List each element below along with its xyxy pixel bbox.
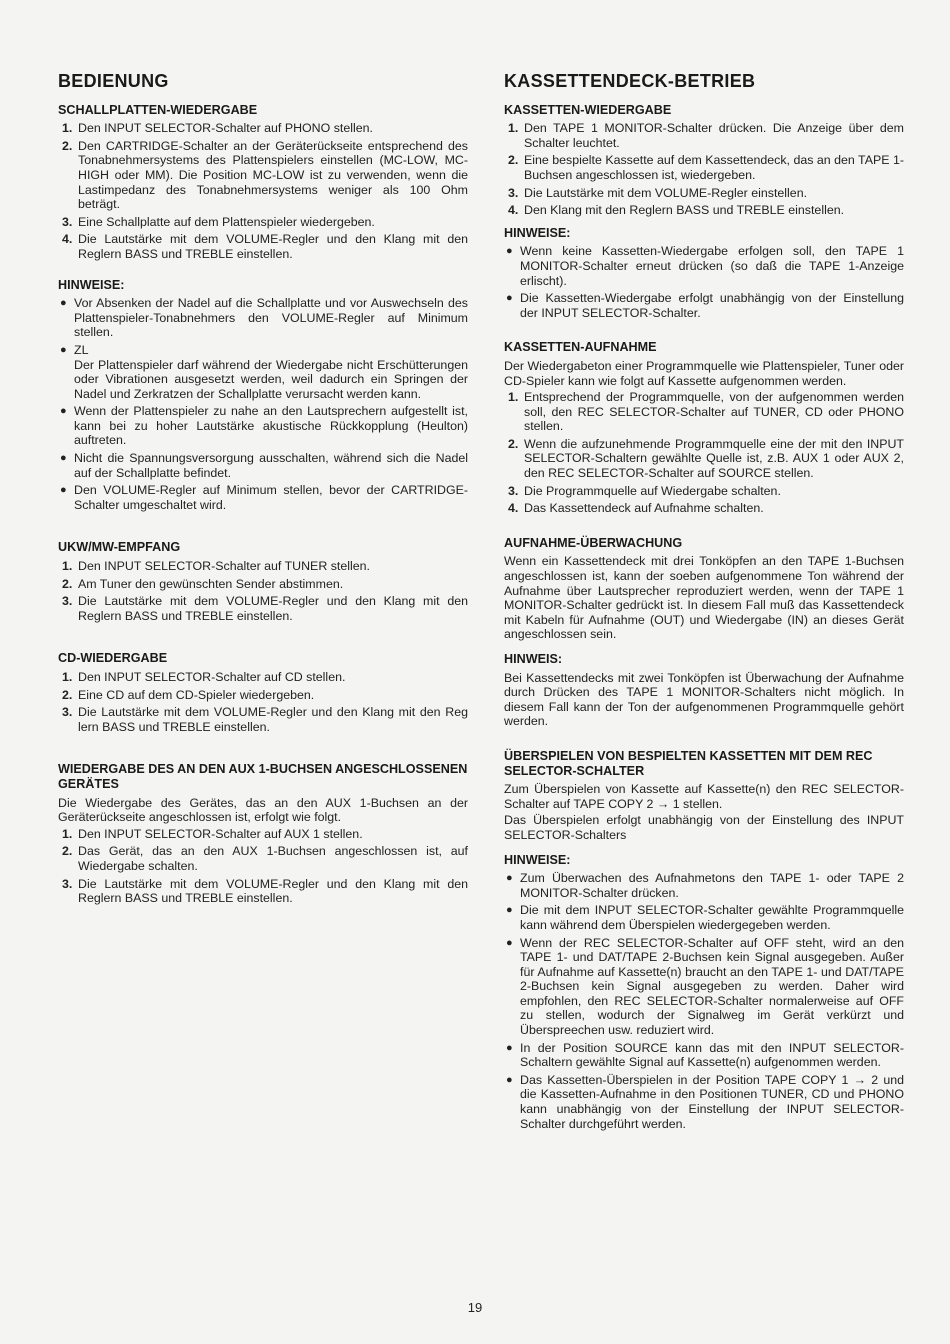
bullet-icon: ●	[506, 1041, 513, 1054]
ueberwachung-text: Wenn ein Kassettendeck mit drei Tonköpfen an den TAPE 1-Buchsen angeschlossen ist, kann der soeben aufgenommene Ton während der Aufnahme über Lautsprecher reproduziert werden, wenn der TAPE 1 MONITOR-Schalter gedrückt ist. In diesem Fall muß das Kassettendeck mit Kabeln für Aufnahme (OUT) und Wiedergabe (IN) an dieses Gerät angeschlossen sein.	[504, 554, 904, 642]
ueberspielen-text2: Das Überspielen erfolgt unabhängig von der Einstellung des INPUT SELECTOR-Schalters	[504, 813, 904, 842]
step-item: 3. Die Programmquelle auf Wiedergabe schalten.	[508, 483, 781, 498]
note-item: ● Wenn der REC SELECTOR-Schalter auf OFF steht, wird an den TAPE 1- und DAT/TAPE 2-Buchsen kein Signal ausgegeben. Außer für Aufnahme auf Kassette(n) braucht an den TAPE 1- und DAT/TAPE 2-Buchsen kein Signal ausgegeben zu werden. Daher wird empfohlen, den REC SELECTOR-Schalter normalerweise auf OFF zu stellen, wodurch der Signalweg im Gerät verkürzt und Überspreechen usw. reduziert wird.	[506, 935, 904, 1038]
hinweise-heading: HINWEISE:	[504, 225, 571, 240]
section-cd	[58, 651, 468, 734]
step-item: 3. Die Lautstärke mit dem VOLUME-Regler und den Klang mit den Reglern BASS und TREBLE einstellen.	[62, 876, 468, 906]
note-item: ● Den VOLUME-Regler auf Minimum stellen, bevor der CARTRIDGE-Schalter umgeschaltet wird.	[60, 483, 468, 512]
bullet-icon: ●	[506, 872, 513, 885]
aufnahme-intro: Der Wiedergabeton einer Programmquelle wie Plattenspieler, Tuner oder CD-Spieler kann wie folgt auf Kassette aufgenommen werden.	[504, 358, 904, 388]
step-item: 3. Eine Schallplatte auf dem Plattenspieler wiedergeben.	[62, 214, 375, 229]
steps-list	[504, 121, 904, 218]
section-kassetten-wiedergabe	[504, 103, 904, 321]
step-item: 1. Den INPUT SELECTOR-Schalter auf PHONO stellen.	[62, 121, 373, 136]
heading-ueberspielen: ÜBERSPIELEN VON BESPIELTEN KASSETTEN MIT DEM REC SELECTOR-SCHALTER	[504, 748, 873, 778]
step-item: 1. Entsprechend der Programmquelle, von der aufgenommen werden soll, den REC SELECTOR-Schalter auf TUNER, CD oder PHONO stellen.	[508, 390, 904, 434]
bullet-icon: ●	[60, 484, 67, 497]
section-ukw	[58, 540, 468, 623]
section-aux	[58, 762, 468, 905]
note-item: ● Zum Überwachen des Aufnahmetons den TAPE 1- oder TAPE 2 MONITOR-Schalter drücken.	[506, 871, 904, 900]
steps-list	[58, 559, 468, 623]
note-item: ● ZL Der Plattenspieler darf während der Wiedergabe nicht Erschütterungen oder Vibrationen ausgesetzt werden, weil dadurch ein Springen der Nadel und Zerkratzen der Schallplatte verursacht werden kann.	[60, 342, 468, 401]
page-number: 19	[467, 1300, 483, 1315]
step-item: 2. Eine CD auf dem CD-Spieler wiedergeben.	[62, 687, 315, 702]
heading-cd: CD-WIEDERGABE	[58, 651, 168, 666]
bullet-icon: ●	[506, 1073, 513, 1086]
hinweis-text: Bei Kassettendecks mit zwei Tonköpfen ist Überwachung der Aufnahme durch Drücken des TAPE 1 MONITOR-Schalters nicht möglich. In diesem Fall kann der Ton der aufgenommenen Programmquelle gehört werden.	[504, 670, 904, 729]
hinweise-list	[504, 244, 904, 320]
note-zl-text: Der Plattenspieler darf während der Wiedergabe nicht Erschütterungen oder Vibrationen ausgesetzt werden, weil dadurch ein Springen der Nadel und Zerkratzen der Schallplatte verursacht werden kann.	[74, 357, 468, 401]
left-column	[58, 71, 468, 934]
heading-ukw: UKW/MW-EMPFANG	[58, 540, 181, 555]
heading-aux: WIEDERGABE DES AN DEN AUX 1-BUCHSEN ANGESCHLOSSENEN GERÄTES	[58, 762, 468, 791]
right-column	[504, 71, 904, 1159]
heading-ueberwachung: AUFNAHME-ÜBERWACHUNG	[504, 535, 683, 550]
bullet-icon: ●	[506, 245, 513, 258]
hinweis-heading: HINWEIS:	[504, 652, 563, 666]
ueberspielen-text1: Zum Überspielen von Kassette auf Kassette(n) den REC SELECTOR-Schalter auf TAPE COPY 2 → 1 stellen.	[504, 782, 904, 811]
step-item: 4. Den Klang mit den Reglern BASS und TREBLE einstellen.	[508, 203, 845, 218]
section-title-kassettendeck: KASSETTENDECK-BETRIEB	[504, 71, 756, 91]
step-item: 2. Das Gerät, das an den AUX 1-Buchsen angeschlossen ist, auf Wiedergabe schalten.	[62, 844, 468, 873]
bullet-icon: ●	[506, 904, 513, 917]
heading-schallplatten: SCHALLPLATTEN-WIEDERGABE	[58, 102, 258, 117]
note-item: ● Die mit dem INPUT SELECTOR-Schalter gewählte Programmquelle kann während dem Überspielen wiedergegeben werden.	[506, 903, 904, 932]
bullet-icon: ●	[60, 452, 67, 465]
bullet-icon: ●	[506, 936, 513, 949]
section-aufnahme-ueberwachung	[504, 536, 904, 729]
steps-list	[58, 121, 468, 261]
bullet-icon: ●	[60, 405, 67, 418]
heading-aufnahme: KASSETTEN-AUFNAHME	[504, 340, 657, 355]
note-item: ● In der Position SOURCE kann das mit den INPUT SELECTOR-Schaltern gewählte Signal auf Kassette(n) aufgenommen werden.	[506, 1040, 904, 1070]
note-item: ● Nicht die Spannungsversorgung ausschalten, während sich die Nadel auf der Schallplatte befindet.	[60, 451, 468, 480]
hinweise-heading: HINWEISE:	[504, 852, 571, 867]
step-item: 1. Den TAPE 1 MONITOR-Schalter drücken. Die Anzeige über dem Schalter leuchtet.	[508, 121, 904, 150]
step-item: 1. Den INPUT SELECTOR-Schalter auf AUX 1 stellen.	[62, 826, 363, 841]
step-item: 2. Eine bespielte Kassette auf dem Kassettendeck, das an den TAPE 1-Buchsen angeschlossen ist, wiedergeben.	[508, 153, 904, 182]
bullet-icon: ●	[60, 297, 67, 310]
section-kassetten-aufnahme	[504, 340, 904, 516]
hinweise-heading: HINWEISE:	[58, 277, 125, 292]
note-item: ● Vor Absenken der Nadel auf die Schallplatte und vor Auswechseln des Plattenspieler-Tonabnehmers den VOLUME-Regler auf Minimum stellen.	[60, 296, 468, 340]
step-item: 1. Den INPUT SELECTOR-Schalter auf TUNER stellen.	[62, 559, 370, 574]
step-item: 3. Die Lautstärke mit dem VOLUME-Regler und den Klang mit den Reglern BASS und TREBLE einstellen.	[62, 594, 468, 623]
note-item: ● Die Kassetten-Wiedergabe erfolgt unabhängig von der Einstellung der INPUT SELECTOR-Schalter.	[506, 291, 904, 320]
section-ueberspielen	[504, 749, 904, 1131]
step-item: 3. Die Lautstärke mit dem VOLUME-Regler einstellen.	[508, 185, 808, 200]
hinweise-list	[58, 296, 468, 512]
step-item: 1. Den INPUT SELECTOR-Schalter auf CD stellen.	[62, 670, 346, 684]
note-item: ● Wenn keine Kassetten-Wiedergabe erfolgen soll, den TAPE 1 MONITOR-Schalter erneut drücken (so daß die TAPE 1-Anzeige erlischt).	[506, 244, 904, 288]
bullet-icon: ●	[506, 292, 513, 305]
bullet-icon: ●	[60, 343, 67, 356]
step-item: 2. Wenn die aufzunehmende Programmquelle eine der mit den INPUT SELECTOR-Schaltern gewählte Quelle ist, z.B. AUX 1 oder AUX 2, den REC SELECTOR-Schalter auf SOURCE stellen.	[508, 436, 904, 481]
step-item: 4. Das Kassettendeck auf Aufnahme schalten.	[508, 501, 764, 516]
step-item: 2. Den CARTRIDGE-Schalter an der Geräterückseite entsprechend des Tonabnehmersystems des Plattenspielers einstellen (MC-LOW, MC-HIGH oder MM). Die Position MC-LOW ist zu verwenden, wenn die Lastimpedanz des Tonabnehmersystems weniger als 100 Ohm beträgt.	[62, 138, 468, 212]
section-title-bedienung: BEDIENUNG	[58, 71, 169, 91]
steps-list	[504, 390, 904, 516]
note-item: ● Das Kassetten-Überspielen in der Position TAPE COPY 1 → 2 und die Kassetten-Aufnahme in den Positionen TUNER, CD und PHONO kann unabhängig von der Einstellung der INPUT SELECTOR-Schalter durchgeführt werden.	[506, 1072, 904, 1131]
note-item: ● Wenn der Plattenspieler zu nahe an den Lautsprechern aufgestellt ist, kann bei zu hoher Lautstärke akustische Rückkopplung (Heulton) auftreten.	[60, 404, 468, 448]
step-item: 3. Die Lautstärke mit dem VOLUME-Regler und den Klang mit den Reg lern BASS und TREBLE einstellen.	[62, 705, 468, 734]
heading-wiedergabe: KASSETTEN-WIEDERGABE	[504, 102, 672, 117]
step-item: 2. Am Tuner den gewünschten Sender abstimmen.	[62, 576, 344, 591]
section-schallplatten	[58, 103, 468, 513]
step-item: 4. Die Lautstärke mit dem VOLUME-Regler und den Klang mit den Reglern BASS und TREBLE einstellen.	[62, 232, 468, 261]
steps-list	[58, 827, 468, 906]
steps-list	[58, 670, 468, 734]
aux-intro: Die Wiedergabe des Gerätes, das an den AUX 1-Buchsen an der Geräterückseite angeschlossen ist, erfolgt wie folgt.	[58, 795, 468, 825]
hinweise-list	[504, 871, 904, 1131]
